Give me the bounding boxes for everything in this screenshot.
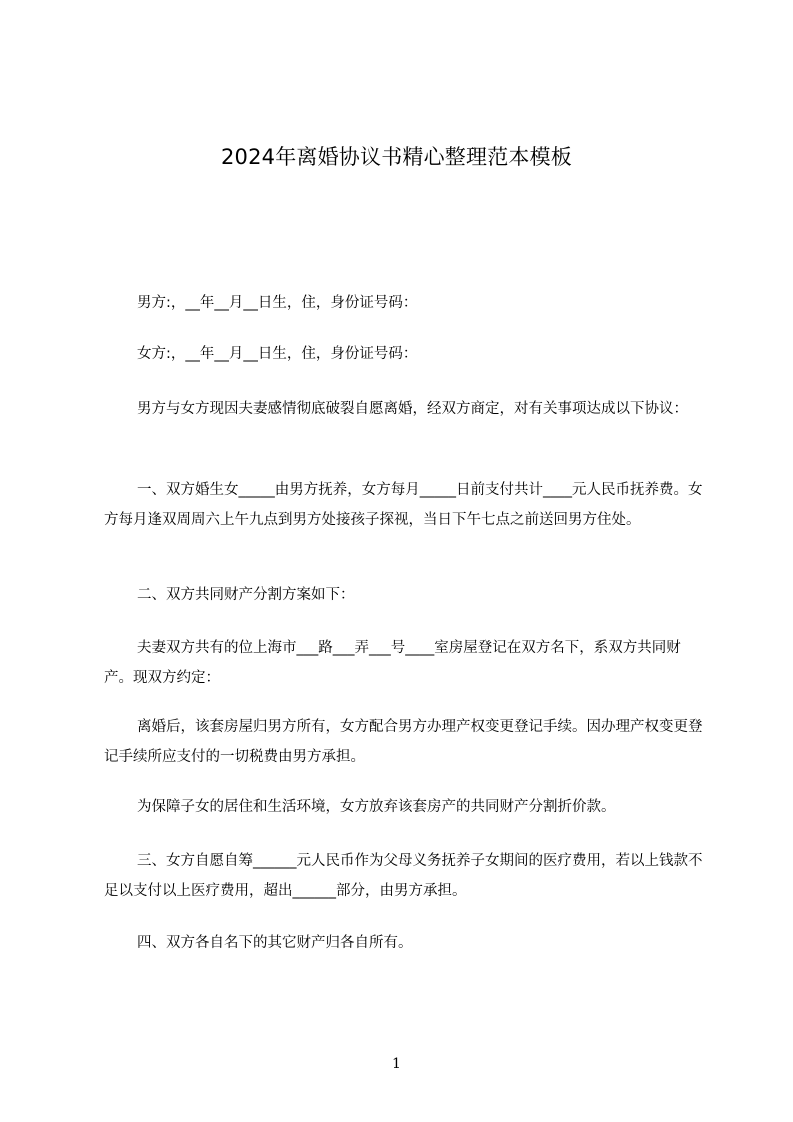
paragraph-clause-3: 三、女方自愿自筹______元人民币作为父母义务抚养子女期间的医疗费用，若以上钱款不足以支付以上医疗费用，超出______部分，由男方承担。 [104, 853, 703, 899]
paragraph-female-party: 女方:，__年__月__日生，住，身份证号码： [137, 346, 418, 362]
paragraph-property: 夫妻双方共有的位上海市___路___弄___号____室房屋登记在双方名下，系双方共同财产。现双方约定： [104, 640, 681, 686]
paragraph-clause-2-heading: 二、双方共同财产分割方案如下： [137, 587, 355, 603]
paragraph-house-ownership: 离婚后，该套房屋归男方所有，女方配合男方办理产权变更登记手续。因办理产权变更登记手续所应支付的一切税费由男方承担。 [104, 719, 703, 765]
document-title: 2024年离婚协议书精心整理范本模板 [220, 145, 573, 169]
paragraph-clause-4: 四、双方各自名下的其它财产归各自所有。 [137, 935, 413, 951]
paragraph-waiver: 为保障子女的居住和生活环境，女方放弃该套房产的共同财产分割折价款。 [137, 799, 616, 815]
paragraph-male-party: 男方:，__年__月__日生，住，身份证号码： [137, 295, 418, 311]
paragraph-clause-1: 一、双方婚生女_____由男方抚养，女方每月_____日前支付共计____元人民币抚养费。女方每月逢双周周六上午九点到男方处接孩子探视，当日下午七点之前送回男方住处。 [104, 482, 703, 528]
paragraph-intro: 男方与女方现因夫妻感情彻底破裂自愿离婚，经双方商定，对有关事项达成以下协议： [137, 401, 688, 417]
page-number: 1 [392, 1056, 401, 1072]
